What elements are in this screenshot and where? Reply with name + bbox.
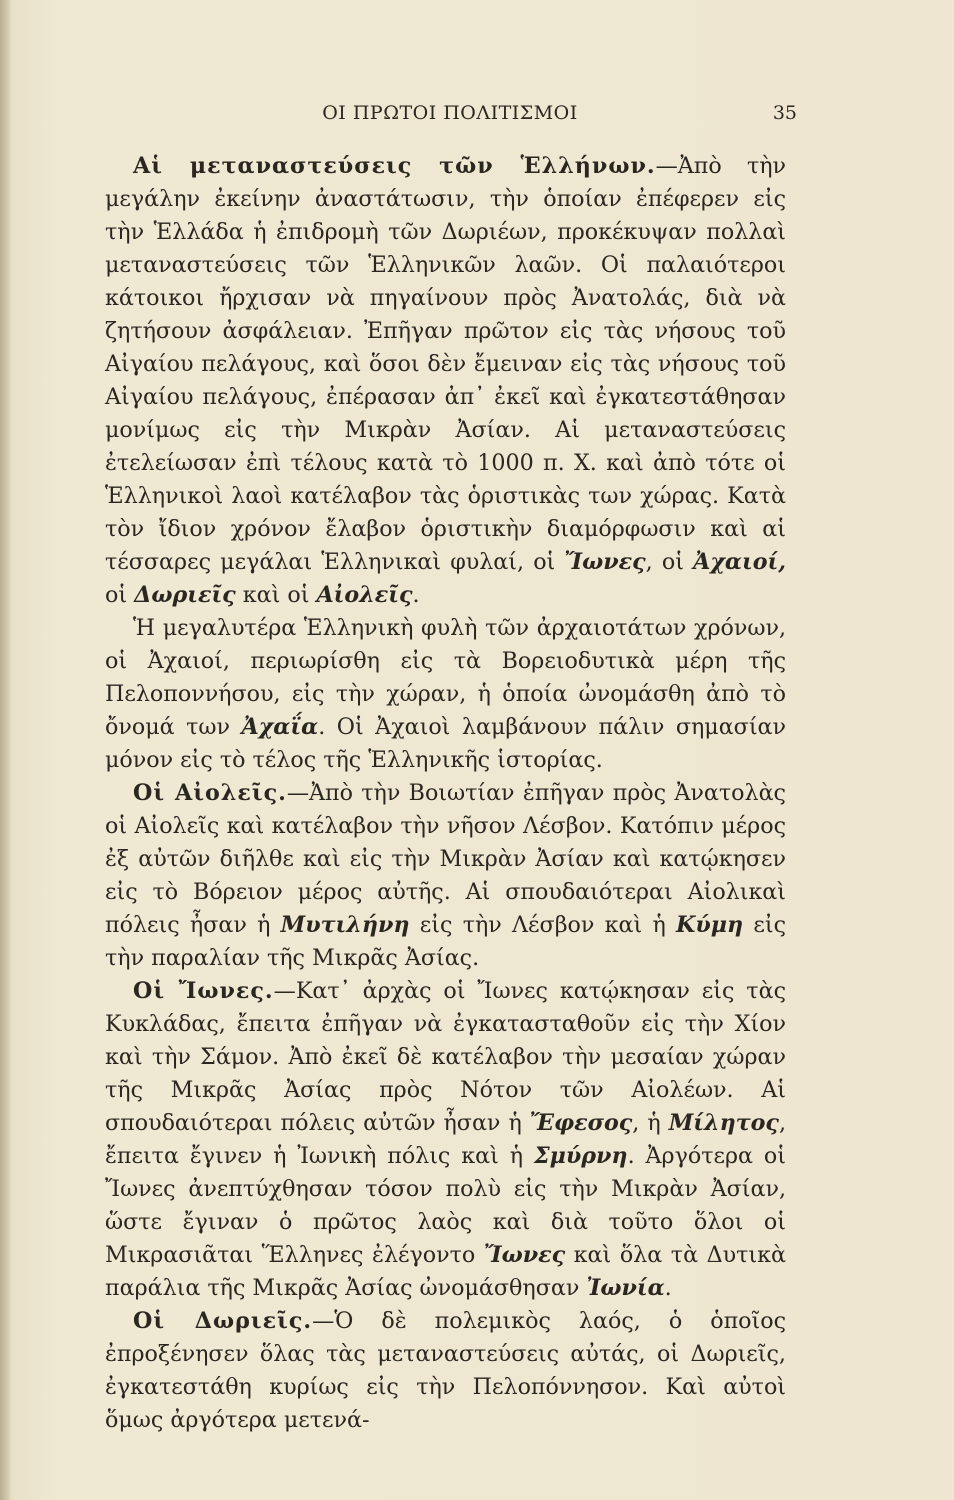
paragraph-text: . Ἀργότερα οἱ Ἴωνες ἀνεπτύχθησαν τόσον πολὺ εἰς τὴν Μικρὰν Ἀσίαν, ὥστε ἔγιναν ὁ πρῶτος λαὸς καὶ διὰ τοῦτο ὅλοι οἱ Μικρασιᾶται Ἕλληνες ἐλέγοντο [105,1143,786,1268]
term-dorieis: Δωριεῖς [134,582,236,608]
term-iones-2: Ἴωνες [483,1242,566,1268]
body-text [105,150,786,1437]
term-kyme: Κύμη [676,912,744,938]
paragraph-text: , ἔπειτα ἔγινεν ἡ Ἰωνικὴ πόλις καὶ ἡ [105,1110,787,1169]
section-aioleis [105,777,786,975]
page-number: 35 [772,102,797,124]
heading-dorieis: Οἱ Δωριεῖς. [133,1308,313,1334]
separator: οἱ [105,582,135,608]
term-iones: Ἴωνες [564,549,646,575]
paragraph-text: —Ἀπὸ τὴν Βοιωτίαν ἐπῆγαν πρὸς Ἀνατολὰς οἱ Αἰολεῖς καὶ κατέλαβον τὴν νῆσον Λέσβον. Κατόπιν μέρος ἐξ αὐτῶν διῆλθε καὶ εἰς τὴν Μικρὰν Ἀσίαν καὶ κατῴκησεν εἰς τὸ Βόρειον μέρος αὐτῆς. Αἱ σπουδαιότεραι Αἰολικαὶ πόλεις ἦσαν ἡ [105,780,786,938]
paragraph-text: . Οἱ Ἀχαιοὶ λαμβάνουν πάλιν σημασίαν μόνον εἰς τὸ τέλος τῆς Ἑλληνικῆς ἱστορίας. [105,714,786,773]
term-ionia: Ἰωνία [586,1275,665,1301]
paragraph-text: —Ἀπὸ τὴν μεγάλην ἐκείνην ἀναστάτωσιν, τὴν ὁποίαν ἐπέφερεν εἰς τὴν Ἑλλάδα ἡ ἐπιδρομὴ τῶν Δωριέων, προκέκυψαν πολλαὶ μεταναστεύσεις τῶν Ἑλληνικῶν λαῶν. Οἱ παλαιότεροι κάτοικοι ἤρχισαν νὰ πηγαίνουν πρὸς Ἀνατολάς, διὰ νὰ ζητήσουν ἀσφάλειαν. Ἐπῆγαν πρῶτον εἰς τὰς νήσους τοῦ Αἰγαίου πελάγους, καὶ ὅσοι δὲν ἔμειναν εἰς τὰς νήσους τοῦ Αἰγαίου πελάγους, ἐπέρασαν ἀπ᾿ ἐκεῖ καὶ ἐγκατεστάθησαν μονίμως εἰς τὴν Μικρὰν Ἀσίαν. Αἱ μεταναστεύσεις ἐτελείωσαν ἐπὶ τέλους κατὰ τὸ 1000 π. Χ. καὶ ἀπὸ τότε οἱ Ἑλληνικοὶ λαοὶ κατέλαβον τὰς ὁριστικὰς των χώρας. Κατὰ τὸν ἴδιον χρόνον ἔλαβον ὁριστικὴν διαμόρφωσιν καὶ αἱ τέσσαρες μεγάλαι Ἑλληνικαὶ φυλαί, οἱ [105,153,786,575]
paragraph-text: —Κατ᾿ ἀρχὰς οἱ Ἴωνες κατῴκησαν εἰς τὰς Κυκλάδας, ἔπειτα ἐπῆγαν νὰ ἐγκατασταθοῦν εἰς τὴν Χίον καὶ τὴν Σάμον. Ἀπὸ ἐκεῖ δὲ κατέλαβον τὴν μεσαίαν χώραν τῆς Μικρᾶς Ἀσίας πρὸς Νότον τῶν Αἰολέων. Αἱ σπουδαιότεραι πόλεις αὐτῶν ἦσαν ἡ [105,978,786,1136]
running-title: ΟΙ ΠΡΩΤΟΙ ΠΟΛΙΤΙΣΜΟΙ [322,102,578,124]
heading-migrations: Αἱ μεταναστεύσεις τῶν Ἑλλήνων. [133,153,656,179]
punctuation: . [664,1275,672,1301]
paragraph-text: —Ὁ δὲ πολεμικὸς λαός, ὁ ὁποῖος ἐπροξένησεν ὅλας τὰς μεταναστεύσεις αὐτάς, οἱ Δωριεῖς, ἐγκατεστάθη κυρίως εἰς τὴν Πελοπόννησον. Καὶ αὐτοὶ ὅμως ἀργότερα μετενά- [105,1308,786,1433]
section-iones [105,975,786,1305]
term-aioleis: Αἰολεῖς [316,582,413,608]
term-smyrni: Σμύρνη [533,1143,628,1169]
term-achaioi: Ἀχαιοί, [693,549,786,575]
paragraph-text: , ἡ [632,1110,669,1136]
paragraph-text: Ἡ μεγαλυτέρα Ἑλληνικὴ φυλὴ τῶν ἀρχαιοτάτων χρόνων, οἱ Ἀχαιοί, περιωρίσθη εἰς τὰ Βορειοδυτικὰ μέρη τῆς Πελοποννήσου, εἰς τὴν χώραν, ἡ ὁποία ὠνομάσθη ἀπὸ τὸ ὄνομά των [105,615,786,740]
term-miletos: Μίλητος [668,1110,779,1136]
paragraph-achaioi [105,612,786,777]
term-achaia: Ἀχαΐα [241,714,319,740]
punctuation: . [412,582,420,608]
page-spine-shadow [0,0,10,1500]
separator: καὶ οἱ [235,582,317,608]
term-mytilene: Μυτιλήνη [280,912,410,938]
separator: , οἱ [645,549,694,575]
paragraph-text: εἰς τὴν παραλίαν τῆς Μικρᾶς Ἀσίας. [105,912,787,971]
paragraph-text: καὶ ὅλα τὰ Δυτικὰ παράλια τῆς Μικρᾶς Ἀσίας ὠνομάσθησαν [105,1242,786,1301]
heading-aioleis: Οἱ Αἰολεῖς. [133,780,287,806]
section-dorieis [105,1305,786,1437]
heading-iones: Οἱ Ἴωνες. [133,978,274,1004]
section-migrations [105,150,786,612]
term-ephesos: Ἔφεσος [529,1110,633,1136]
paragraph-text: εἰς τὴν Λέσβον καὶ ἡ [409,912,677,938]
